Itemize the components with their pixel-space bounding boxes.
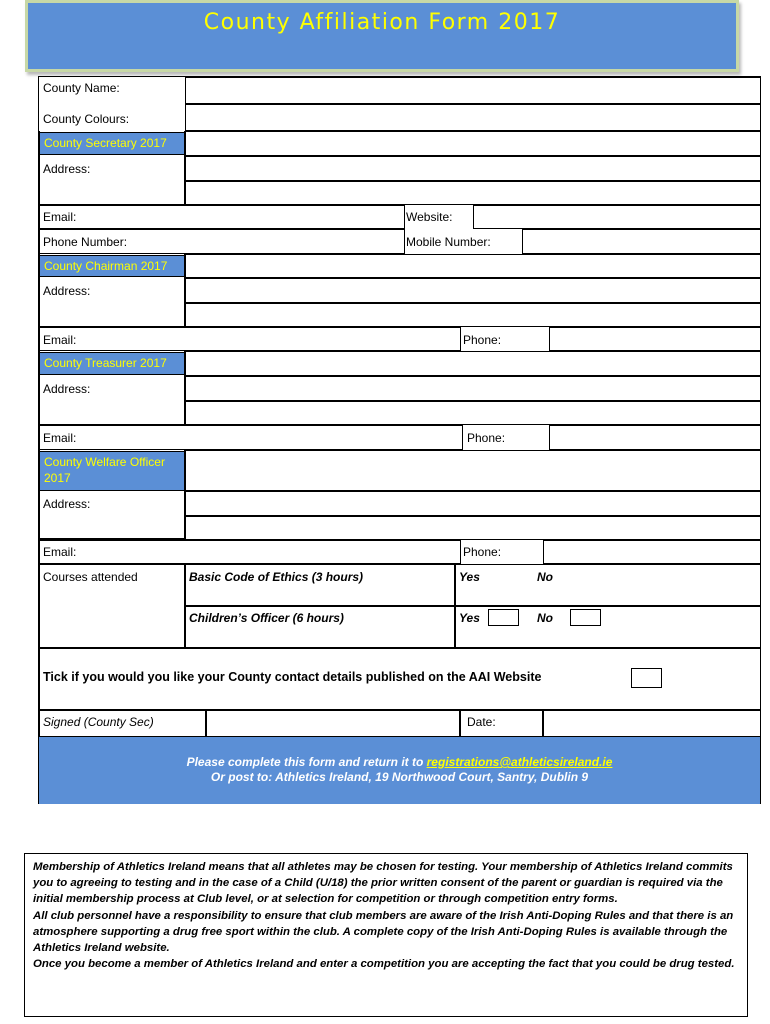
section-county-treasurer: County Treasurer 2017 — [39, 352, 185, 375]
treasurer-phone-label: Phone: — [467, 431, 506, 445]
secretary-name-input[interactable] — [185, 131, 761, 156]
welfare-phone-label: Phone: — [463, 545, 502, 559]
secretary-address-line2[interactable] — [185, 181, 761, 205]
section-county-welfare-officer: County Welfare Officer 2017 — [39, 451, 185, 491]
secretary-email-label: Email: — [43, 210, 77, 224]
welfare-address-label: Address: — [43, 497, 91, 511]
publish-details-checkbox[interactable] — [631, 668, 662, 688]
course-basic-answer-cell — [455, 564, 761, 606]
treasurer-name-input[interactable] — [185, 351, 761, 376]
form-title: County Affiliation Form 2017 — [203, 10, 561, 35]
welfare-label-cell — [39, 450, 185, 540]
course-children-no: No — [537, 611, 553, 625]
secretary-address-line1[interactable] — [185, 156, 761, 181]
chairman-address-line1[interactable] — [185, 278, 761, 303]
course-basic-yes[interactable]: Yes — [459, 570, 480, 584]
signed-label: Signed (County Sec) — [43, 715, 154, 729]
chairman-phone-label: Phone: — [463, 333, 502, 347]
section-county-secretary: County Secretary 2017 — [39, 132, 185, 155]
header-banner — [25, 0, 739, 72]
chairman-email-input[interactable] — [39, 327, 461, 351]
treasurer-email-label: Email: — [43, 431, 77, 445]
course-children-label: Children’s Officer (6 hours) — [189, 611, 344, 625]
treasurer-address-line2[interactable] — [185, 401, 761, 425]
return-instructions — [39, 737, 760, 804]
treasurer-address-line1[interactable] — [185, 376, 761, 401]
children-yes-checkbox[interactable] — [488, 609, 519, 626]
treasurer-label-cell — [39, 351, 185, 425]
secretary-email-input[interactable] — [39, 205, 405, 229]
children-no-checkbox[interactable] — [570, 609, 601, 626]
courses-attended-label: Courses attended — [43, 570, 138, 584]
county-name-input[interactable] — [185, 77, 761, 104]
publish-details-text: Tick if you would you like your County contact details published on the AAI Website — [43, 670, 542, 684]
course-basic-label: Basic Code of Ethics (3 hours) — [189, 570, 364, 584]
postal-address: Or post to: Athletics Ireland, 19 Northwood Court, Santry, Dublin 9 — [210, 770, 589, 784]
treasurer-phone-input[interactable] — [549, 425, 761, 450]
mobile-number-input[interactable] — [522, 229, 761, 254]
section-county-chairman: County Chairman 2017 — [39, 255, 185, 277]
course-children-yes: Yes — [459, 611, 480, 625]
county-colours-input[interactable] — [185, 104, 761, 131]
mobile-number-label: Mobile Number: — [406, 235, 491, 249]
notice-paragraph: Membership of Athletics Ireland means that all athletes may be chosen for testing. Your membership of Athletics Ireland commits you to agreeing to testing and in the case of a Child (U/18) the prior written consent of the parent or guardian is required via the initial membership process at Club level, or at selection for competition or through competition entry forms. — [33, 861, 733, 906]
chairman-name-input[interactable] — [185, 254, 761, 278]
notice-paragraph: Once you become a member of Athletics Ireland and enter a competition you are accepting the fact that you could be drug tested. — [33, 958, 735, 971]
website-input[interactable] — [473, 205, 761, 229]
welfare-address-line2[interactable] — [185, 516, 761, 540]
county-name-label: County Name: — [43, 81, 120, 95]
chairman-address-line2[interactable] — [185, 303, 761, 327]
phone-number-label: Phone Number: — [43, 235, 128, 249]
course-basic-no[interactable]: No — [537, 570, 553, 584]
chairman-phone-input[interactable] — [549, 327, 761, 351]
return-instructions-text: Please complete this form and return it to — [186, 755, 427, 769]
chairman-label-cell — [39, 254, 185, 327]
registration-email-link[interactable]: registrations@athleticsireland.ie — [426, 755, 613, 769]
welfare-phone-input[interactable] — [543, 540, 761, 564]
secretary-label-cell — [39, 131, 185, 205]
chairman-address-label: Address: — [43, 284, 91, 298]
date-label: Date: — [467, 715, 496, 729]
treasurer-address-label: Address: — [43, 382, 91, 396]
date-input[interactable] — [543, 710, 761, 737]
county-colours-label: County Colours: — [43, 112, 130, 126]
welfare-email-label: Email: — [43, 545, 77, 559]
chairman-email-label: Email: — [43, 333, 77, 347]
notice-paragraph: All club personnel have a responsibility to ensure that club members are aware of the Irish Anti-Doping Rules and that there is an atmosphere supporting a drug free sport within the club. A complete copy of the Irish Anti-Doping Rules is available through the Athletics Ireland website. — [33, 909, 734, 955]
website-label: Website: — [406, 210, 453, 224]
secretary-address-label: Address: — [43, 162, 91, 176]
welfare-name-input[interactable] — [185, 450, 761, 491]
anti-doping-notice — [24, 853, 748, 1017]
affiliation-form — [38, 76, 761, 804]
treasurer-email-input[interactable] — [39, 425, 463, 450]
welfare-address-line1[interactable] — [185, 491, 761, 516]
signature-input[interactable] — [206, 710, 460, 737]
welfare-email-input[interactable] — [39, 540, 461, 564]
